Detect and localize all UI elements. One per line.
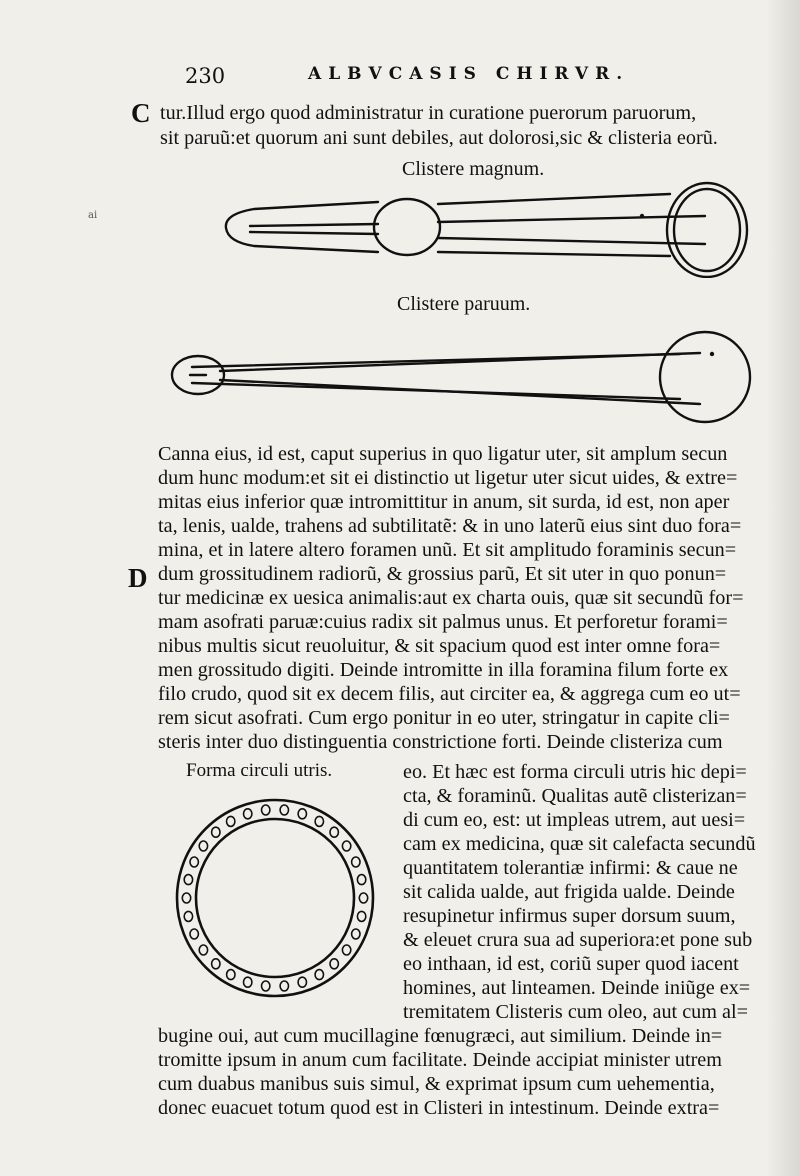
intro-line-1: tur.Illud ergo quod administratur in curatione puerorum paruorum,: [160, 102, 697, 124]
ring-hole: [280, 805, 288, 815]
ring-hole: [280, 981, 288, 991]
ring-hole: [262, 981, 270, 991]
figure-title-small-clyster: Clistere paruum.: [397, 293, 531, 315]
ring-hole: [357, 875, 365, 885]
ring-hole: [199, 841, 207, 851]
body-line: steris inter duo distinguentia constrictione forti. Deinde clisteriza cum: [158, 731, 723, 753]
page-number: 230: [185, 64, 226, 88]
side-line: & eleuet crura sua ad superiora:et pone sub: [403, 929, 753, 951]
body-line: dum grossitudinem radiorũ, & grossius parũ, Et sit uter in quo ponun=: [158, 563, 727, 585]
final-line: cum duabus manibus suis simul, & exprimat ipsum cum uehementia,: [158, 1073, 715, 1095]
ring-hole: [330, 959, 338, 969]
ring-hole: [182, 893, 190, 903]
ring-hole: [190, 929, 198, 939]
ring-hole: [190, 857, 198, 867]
ring-hole: [244, 977, 252, 987]
large-clyster-drawing: [210, 178, 760, 278]
running-title: ALBVCASIS CHIRVR.: [308, 64, 630, 84]
page-edge-shadow: [766, 0, 800, 1176]
ring-hole: [212, 959, 220, 969]
body-line: tur medicinæ ex uesica animalis:aut ex charta ouis, quæ sit secundũ for=: [158, 587, 744, 609]
ring-hole: [315, 970, 323, 980]
ring-hole: [227, 816, 235, 826]
body-line: rem sicut asofrati. Cum ergo ponitur in eo uter, stringatur in capite cli=: [158, 707, 730, 729]
side-line: homines, aut linteamen. Deinde iniũge ex=: [403, 977, 751, 999]
final-line: bugine oui, aut cum mucillagine fœnugræci, aut similium. Deinde in=: [158, 1025, 723, 1047]
body-line: Canna eius, id est, caput superius in quo ligatur uter, sit amplum secun: [158, 443, 728, 465]
side-line: quantitatem tolerantiæ infirmi: & caue ne: [403, 857, 738, 879]
ring-hole: [244, 809, 252, 819]
small-clyster-drawing: [160, 325, 760, 425]
side-line: eo. Et hæc est forma circuli utris hic depi=: [403, 761, 747, 783]
figure-title-large-clyster: Clistere magnum.: [402, 158, 545, 180]
ring-hole: [298, 977, 306, 987]
intro-line-2: sit paruũ:et quorum ani sunt debiles, aut dolorosi,sic & clisteria eorũ.: [160, 127, 718, 149]
side-line: eo inthaan, id est, coriũ super quod iacent: [403, 953, 739, 975]
ring-hole: [352, 929, 360, 939]
ring-hole: [184, 875, 192, 885]
ring-hole: [212, 827, 220, 837]
ring-hole: [184, 911, 192, 921]
page-header: [185, 62, 705, 92]
side-line: tremitatem Clisteris cum oleo, aut cum al=: [403, 1001, 748, 1023]
ring-hole: [359, 893, 367, 903]
final-line: tromitte ipsum in anum cum facilitate. Deinde accipiat minister utrem: [158, 1049, 722, 1071]
margin-mark: ai: [88, 210, 98, 221]
ring-hole: [315, 816, 323, 826]
ring-hole: [357, 911, 365, 921]
body-line: men grossitudo digiti. Deinde intromitte in illa foramina filum forte ex: [158, 659, 729, 681]
body-line: mam asofrati paruæ:cuius radix sit palmus unus. Et perforetur forami=: [158, 611, 728, 633]
circle-of-bag-drawing: [170, 790, 380, 1010]
final-line: donec euacuet totum quod est in Clisteri in intestinum. Deinde extra=: [158, 1097, 720, 1119]
side-line: cta, & foraminũ. Qualitas autẽ clisterizan=: [403, 785, 747, 807]
side-line: cam ex medicina, quæ sit calefacta secundũ: [403, 833, 756, 855]
margin-letter-d: D: [128, 563, 148, 593]
figure-title-circle: Forma circuli utris.: [186, 760, 333, 781]
ring-hole: [262, 805, 270, 815]
body-line: ta, lenis, ualde, trahens ad subtilitatẽ: & in uno laterũ eius sint duo fora=: [158, 515, 742, 537]
ring-hole: [298, 809, 306, 819]
ring-hole: [342, 945, 350, 955]
ring-hole: [227, 970, 235, 980]
side-line: di cum eo, est: ut impleas utrem, aut uesi=: [403, 809, 746, 831]
side-line: sit calida ualde, aut frigida ualde. Deinde: [403, 881, 735, 903]
ring-hole: [199, 945, 207, 955]
body-line: nibus multis sicut reuoluitur, & sit spacium quod est inter omne fora=: [158, 635, 721, 657]
body-line: mitas eius inferior quæ intromittitur in anum, sit surda, id est, non aper: [158, 491, 730, 513]
body-line: filo crudo, quod sit ex decem filis, aut circiter ea, & aggrega cum eo ut=: [158, 683, 741, 705]
body-line: dum hunc modum:et sit ei distinctio ut ligetur uter sicut uides, & extre=: [158, 467, 738, 489]
ring-hole: [330, 827, 338, 837]
side-line: resupinetur infirmus super dorsum suum,: [403, 905, 736, 927]
ring-hole: [352, 857, 360, 867]
margin-letter-c: C: [131, 98, 151, 128]
ring-hole: [342, 841, 350, 851]
body-line: mina, et in latere altero foramen unũ. Et sit amplitudo foraminis secun=: [158, 539, 737, 561]
